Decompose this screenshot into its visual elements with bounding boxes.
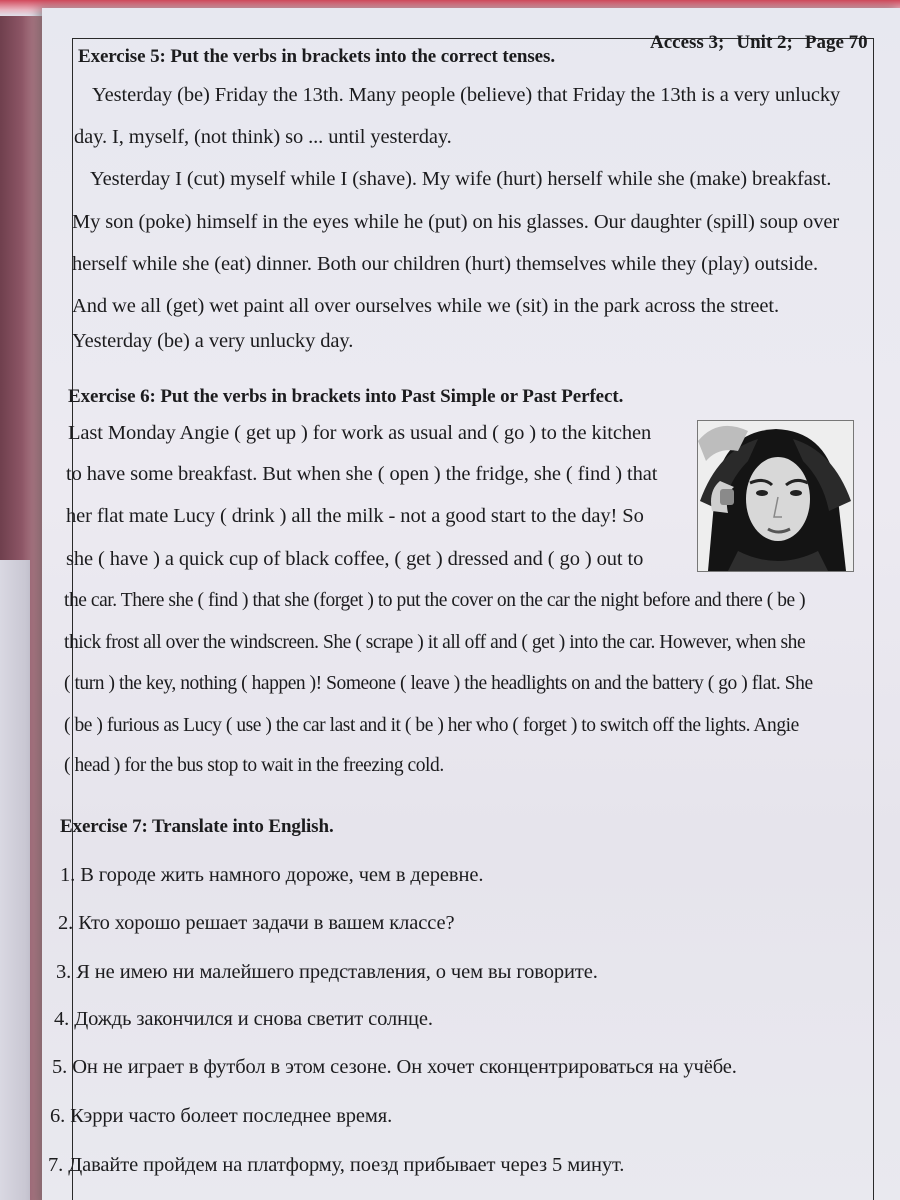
exercise-6-line: her flat mate Lucy ( drink ) all the milk - not a good start to the day! So bbox=[66, 505, 644, 527]
exercise-6-line: the car. There she ( find ) that she (forget ) to put the cover on the car the night before and there ( be ) bbox=[64, 590, 806, 611]
exercise-6-line: she ( have ) a quick cup of black coffee, ( get ) dressed and ( go ) out to bbox=[66, 548, 644, 570]
exercise-6-line: Last Monday Angie ( get up ) for work as usual and ( go ) to the kitchen bbox=[68, 422, 652, 444]
exercise-7-item: 4. Дождь закончился и снова светит солнце. bbox=[54, 1008, 433, 1030]
woman-photo bbox=[697, 420, 854, 572]
exercise-7-title: Exercise 7: Translate into English. bbox=[60, 816, 334, 837]
exercise-6-line: to have some breakfast. But when she ( open ) the fridge, she ( find ) that bbox=[66, 463, 658, 485]
exercise-7-item: 1. В городе жить намного дороже, чем в деревне. bbox=[60, 864, 484, 886]
exercise-7-item: 3. Я не имею ни малейшего представления, о чем вы говорите. bbox=[56, 961, 598, 983]
page-label: Page 70 bbox=[804, 32, 868, 53]
exercise-7-item: 2. Кто хорошо решает задачи в вашем классе? bbox=[58, 912, 455, 934]
exercise-5-title: Exercise 5: Put the verbs in brackets into the correct tenses. bbox=[78, 46, 555, 67]
exercise-5-line: day. I, myself, (not think) so ... until yesterday. bbox=[74, 126, 452, 148]
page-reference bbox=[650, 32, 868, 54]
exercise-5-line: Yesterday (be) a very unlucky day. bbox=[72, 330, 354, 352]
exercise-5-line: Yesterday (be) Friday the 13th. Many people (believe) that Friday the 13th is a very unlucky bbox=[92, 84, 841, 106]
exercise-6-title: Exercise 6: Put the verbs in brackets into Past Simple or Past Perfect. bbox=[68, 386, 624, 407]
exercise-5-line: herself while she (eat) dinner. Both our children (hurt) themselves while they (play) outside. bbox=[72, 253, 819, 275]
exercise-7-item: 6. Кэрри часто болеет последнее время. bbox=[50, 1105, 393, 1127]
exercise-5-line: My son (poke) himself in the eyes while he (put) on his glasses. Our daughter (spill) soup over bbox=[72, 211, 840, 233]
exercise-5-line: And we all (get) wet paint all over ourselves while we (sit) in the park across the street. bbox=[72, 295, 780, 317]
exercise-6-line: ( head ) for the bus stop to wait in the freezing cold. bbox=[64, 755, 444, 776]
book-label: Access 3; bbox=[650, 32, 725, 53]
exercise-6-line: ( be ) furious as Lucy ( use ) the car last and it ( be ) her who ( forget ) to switch off the lights. Angie bbox=[64, 715, 799, 736]
exercise-6-line: thick frost all over the windscreen. She ( scrape ) it all off and ( get ) into the car. However, when she bbox=[64, 632, 806, 653]
exercise-6-line: ( turn ) the key, nothing ( happen )! Someone ( leave ) the headlights on and the battery ( go ) flat. She bbox=[64, 673, 813, 694]
worksheet-page bbox=[42, 8, 900, 1200]
exercise-7-item: 5. Он не играет в футбол в этом сезоне. Он хочет сконцентрироваться на учёбе. bbox=[52, 1056, 737, 1078]
exercise-5-line: Yesterday I (cut) myself while I (shave). My wife (hurt) herself while she (make) breakfast. bbox=[90, 168, 832, 190]
unit-label: Unit 2; bbox=[736, 32, 793, 53]
background-paper bbox=[0, 560, 30, 1200]
woman-portrait-image bbox=[698, 421, 853, 571]
exercise-7-item: 7. Давайте пройдем на платформу, поезд прибывает через 5 минут. bbox=[48, 1154, 625, 1176]
